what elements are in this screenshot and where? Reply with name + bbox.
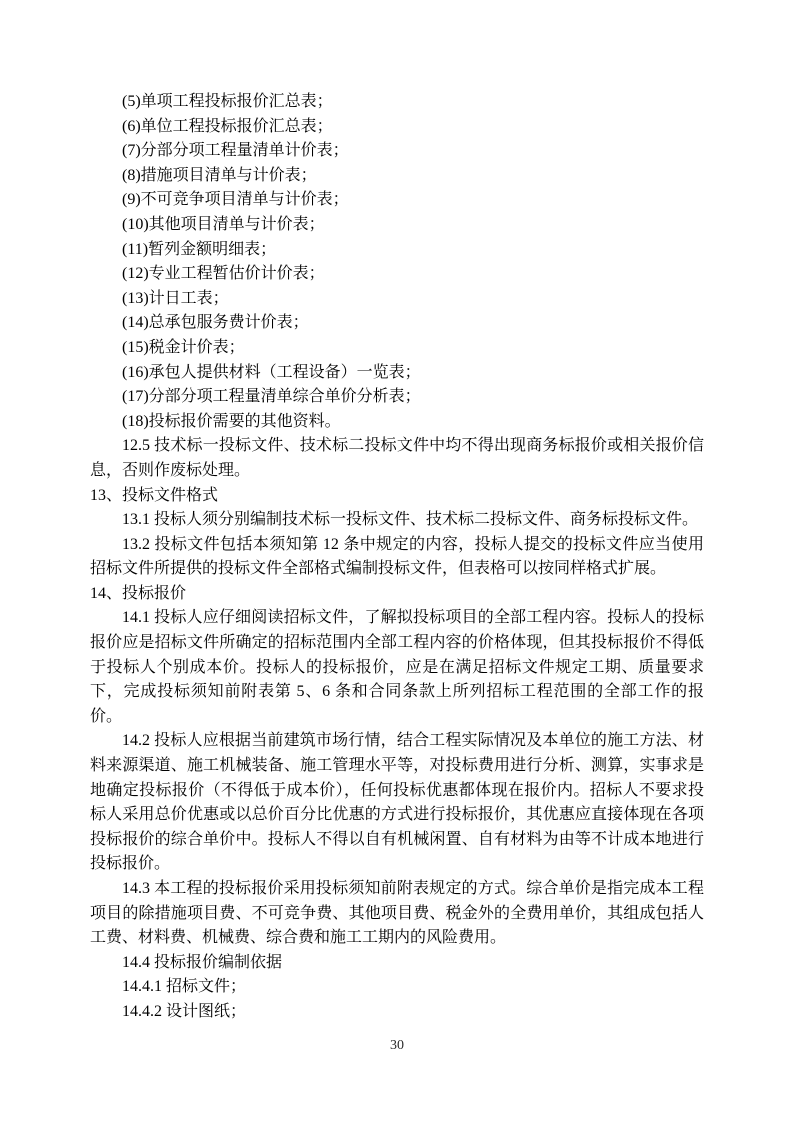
paragraph-14-4-1: 14.4.1 招标文件； <box>122 978 247 996</box>
list-item-9: (9)不可竞争项目清单与计价表； <box>122 191 349 209</box>
list-item-13: (13)计日工表； <box>122 289 229 307</box>
list-item-8: (8)措施项目清单与计价表； <box>122 166 317 184</box>
list-item-12: (12)专业工程暂估价计价表； <box>122 265 325 283</box>
page-number: 30 <box>390 1038 404 1053</box>
paragraph-13-1: 13.1 投标人须分别编制技术标一投标文件、技术标二投标文件、商务标投标文件。 <box>122 511 699 529</box>
paragraph-12-5: 12.5 技术标一投标文件、技术标二投标文件中均不得出现商务标报价或相关报价信息，否则作废标处理。 <box>90 437 704 479</box>
paragraph-14-3: 14.3 本工程的投标报价采用投标须知前附表规定的方式。综合单价是指完成本工程项目的除措施项目费、不可竞争费、其他项目费、税金外的全费用单价，其组成包括人工费、材料费、机械费、综合费和施工工期内的风险费用。 <box>90 880 704 947</box>
paragraph-13-2: 13.2 投标文件包括本须知第 12 条中规定的内容，投标人提交的投标文件应当使用招标文件所提供的投标文件全部格式编制投标文件，但表格可以按同样格式扩展。 <box>90 535 704 578</box>
paragraph-14-4: 14.4 投标报价编制依据 <box>122 953 283 971</box>
list-item-14: (14)总承包服务费计价表； <box>122 314 309 332</box>
list-item-17: (17)分部分项工程量清单综合单价分析表； <box>122 388 421 406</box>
list-item-11: (11)暂列金额明细表； <box>122 240 277 258</box>
paragraph-14-4-2: 14.4.2 设计图纸； <box>122 1002 247 1020</box>
heading-14: 14、投标报价 <box>90 584 187 602</box>
heading-13: 13、投标文件格式 <box>90 486 219 504</box>
list-item-7: (7)分部分项工程量清单计价表； <box>122 142 349 160</box>
document-content <box>90 90 704 1025</box>
list-item-6: (6)单位工程投标报价汇总表； <box>122 117 333 135</box>
paragraph-14-1: 14.1 投标人应仔细阅读招标文件，了解拟投标项目的全部工程内容。投标人的投标报价应是招标文件所确定的招标范围内全部工程内容的价格体现，但其投标报价不得低于投标人个别成本价。投标人的投标报价，应是在满足招标文件规定工期、质量要求下，完成投标须知前附表第 5、6 条和合同条款上所列招标工程范围的全部工作的报价。 <box>90 609 704 725</box>
paragraph-14-2: 14.2 投标人应根据当前建筑市场行情，结合工程实际情况及本单位的施工方法、材料来源渠道、施工机械装备、施工管理水平等，对投标费用进行分析、测算，实事求是地确定投标报价（不得低于成本价），任何投标优惠都体现在报价内。招标人不要求投标人采用总价优惠或以总价百分比优惠的方式进行投标报价，其优惠应直接体现在各项投标报价的综合单价中。投标人不得以自有机械闲置、自有材料为由等不计成本地进行投标报价。 <box>90 732 704 873</box>
list-item-5: (5)单项工程投标报价汇总表； <box>122 93 333 110</box>
list-item-15: (15)税金计价表； <box>122 338 245 356</box>
list-item-16: (16)承包人提供材料（工程设备）一览表； <box>122 363 421 381</box>
list-item-10: (10)其他项目清单与计价表； <box>122 215 325 233</box>
list-item-18: (18)投标报价需要的其他资料。 <box>122 412 341 430</box>
